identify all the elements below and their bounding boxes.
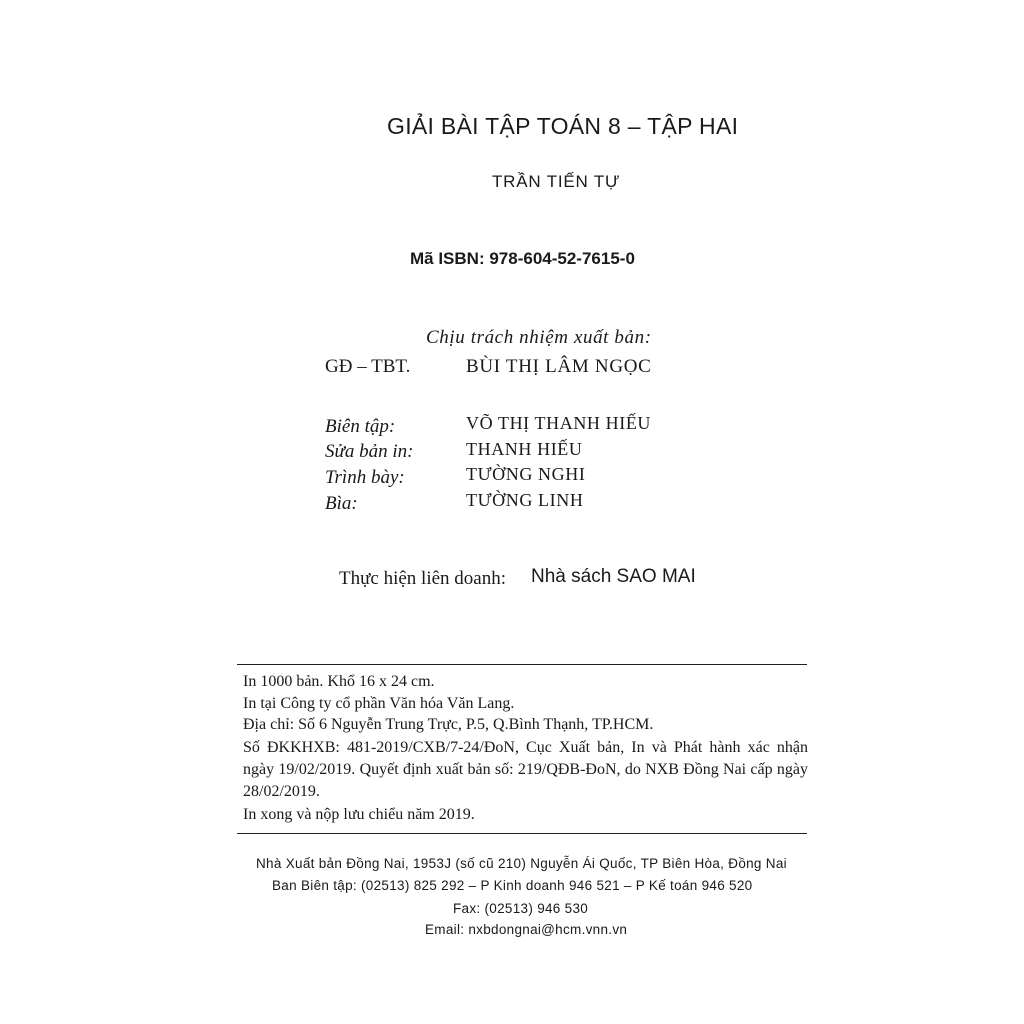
credit-label-editor: Biên tập: xyxy=(325,416,396,437)
publisher-address: Nhà Xuất bản Đồng Nai, 1953J (số cũ 210) Nguyễn Ái Quốc, TP Biên Hòa, Đồng Nai xyxy=(256,856,787,871)
printer-address-line: Địa chỉ: Số 6 Nguyễn Trung Trực, P.5, Q.Bình Thạnh, TP.HCM. xyxy=(243,716,654,733)
director-role: GĐ – TBT. xyxy=(325,356,411,377)
credit-value-proofreader: THANH HIẾU xyxy=(466,439,583,459)
printer-line: In tại Công ty cổ phần Văn hóa Văn Lang. xyxy=(243,695,515,712)
joint-venture-value: Nhà sách SAO MAI xyxy=(531,566,696,587)
deposit-line: In xong và nộp lưu chiểu năm 2019. xyxy=(243,806,475,823)
credit-value-cover: TƯỜNG LINH xyxy=(466,490,584,510)
publisher-email: Email: nxbdongnai@hcm.vnn.vn xyxy=(425,922,628,937)
registration-paragraph: Số ĐKKHXB: 481-2019/CXB/7-24/ĐoN, Cục Xuất bản, In và Phát hành xác nhận ngày 19/02/2019. Quyết định xuất bản số: 219/QĐB-ĐoN, do NXB Đồng Nai cấp ngày 28/02/2019. xyxy=(243,739,808,800)
credit-value-editor: VÕ THỊ THANH HIẾU xyxy=(466,413,652,433)
credit-label-proofreader: Sửa bản in: xyxy=(325,441,414,462)
responsibility-heading: Chịu trách nhiệm xuất bản: xyxy=(426,327,652,348)
isbn: Mã ISBN: 978-604-52-7615-0 xyxy=(410,249,635,268)
book-title: GIẢI BÀI TẬP TOÁN 8 – TẬP HAI xyxy=(387,113,739,139)
publisher-fax: Fax: (02513) 946 530 xyxy=(453,901,589,916)
credit-label-cover: Bìa: xyxy=(325,493,358,514)
credit-value-layout: TƯỜNG NGHI xyxy=(466,464,586,484)
top-divider xyxy=(237,664,807,665)
publisher-phones: Ban Biên tập: (02513) 825 292 – P Kinh doanh 946 521 – P Kế toán 946 520 xyxy=(272,878,753,893)
print-run-line: In 1000 bản. Khổ 16 x 24 cm. xyxy=(243,673,435,690)
book-author: TRẦN TIẾN TỰ xyxy=(492,172,621,191)
joint-venture-label: Thực hiện liên doanh: xyxy=(339,568,507,589)
bottom-divider xyxy=(237,833,807,834)
credit-label-layout: Trình bày: xyxy=(325,467,405,488)
director-name: BÙI THỊ LÂM NGỌC xyxy=(466,356,652,377)
